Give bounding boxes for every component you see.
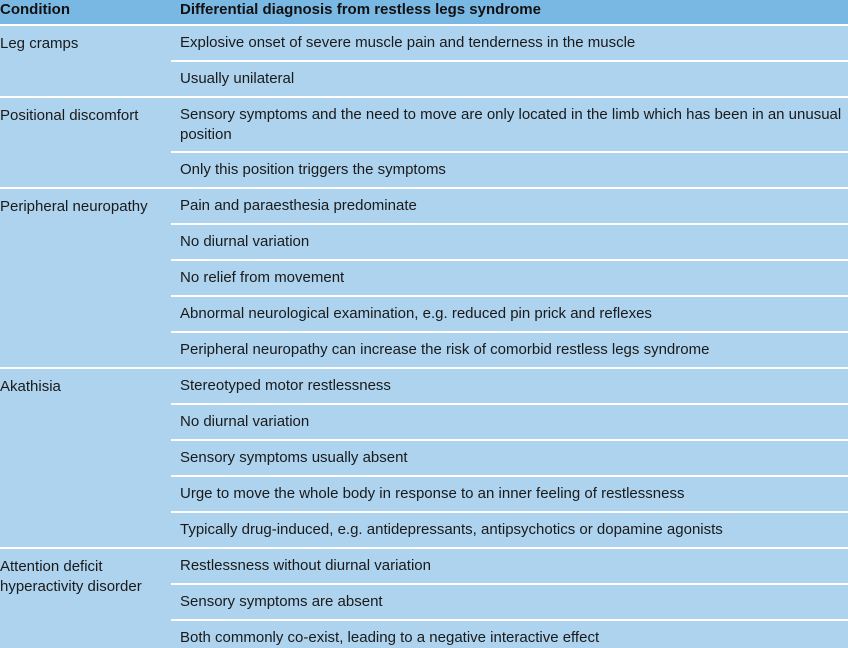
- diagnosis-cell: Urge to move the whole body in response to an inner feeling of restlessness: [171, 476, 848, 512]
- diagnosis-cell: Sensory symptoms usually absent: [171, 440, 848, 476]
- column-header-differential: Differential diagnosis from restless legs syndrome: [171, 0, 848, 25]
- diagnosis-cell: Only this position triggers the symptoms: [171, 152, 848, 188]
- table-row: [0, 97, 848, 152]
- condition-cell: Positional discomfort: [0, 97, 171, 188]
- diagnosis-cell: Explosive onset of severe muscle pain and tenderness in the muscle: [171, 25, 848, 61]
- diagnosis-cell: Sensory symptoms are absent: [171, 584, 848, 620]
- diagnosis-cell: Typically drug-induced, e.g. antidepressants, antipsychotics or dopamine agonists: [171, 512, 848, 548]
- column-header-condition: Condition: [0, 0, 171, 25]
- diagnosis-cell: Abnormal neurological examination, e.g. reduced pin prick and reflexes: [171, 296, 848, 332]
- diagnosis-cell: No diurnal variation: [171, 404, 848, 440]
- diagnosis-cell: Stereotyped motor restlessness: [171, 368, 848, 404]
- table-row: [0, 25, 848, 61]
- diagnosis-cell: No diurnal variation: [171, 224, 848, 260]
- diagnosis-cell: Usually unilateral: [171, 61, 848, 97]
- condition-cell: Leg cramps: [0, 25, 171, 97]
- diagnosis-cell: Sensory symptoms and the need to move are only located in the limb which has been in an unusual position: [171, 97, 848, 152]
- condition-cell: Peripheral neuropathy: [0, 188, 171, 368]
- condition-cell: Attention deficit hyperactivity disorder: [0, 548, 171, 648]
- condition-cell: Akathisia: [0, 368, 171, 548]
- table-row: [0, 548, 848, 584]
- table-header-row: [0, 0, 848, 25]
- diagnosis-cell: Pain and paraesthesia predominate: [171, 188, 848, 224]
- diagnosis-cell: Restlessness without diurnal variation: [171, 548, 848, 584]
- table-row: [0, 368, 848, 404]
- diagnosis-cell: Peripheral neuropathy can increase the risk of comorbid restless legs syndrome: [171, 332, 848, 368]
- diagnosis-cell: Both commonly co-exist, leading to a negative interactive effect: [171, 620, 848, 648]
- table-row: [0, 188, 848, 224]
- diagnosis-cell: No relief from movement: [171, 260, 848, 296]
